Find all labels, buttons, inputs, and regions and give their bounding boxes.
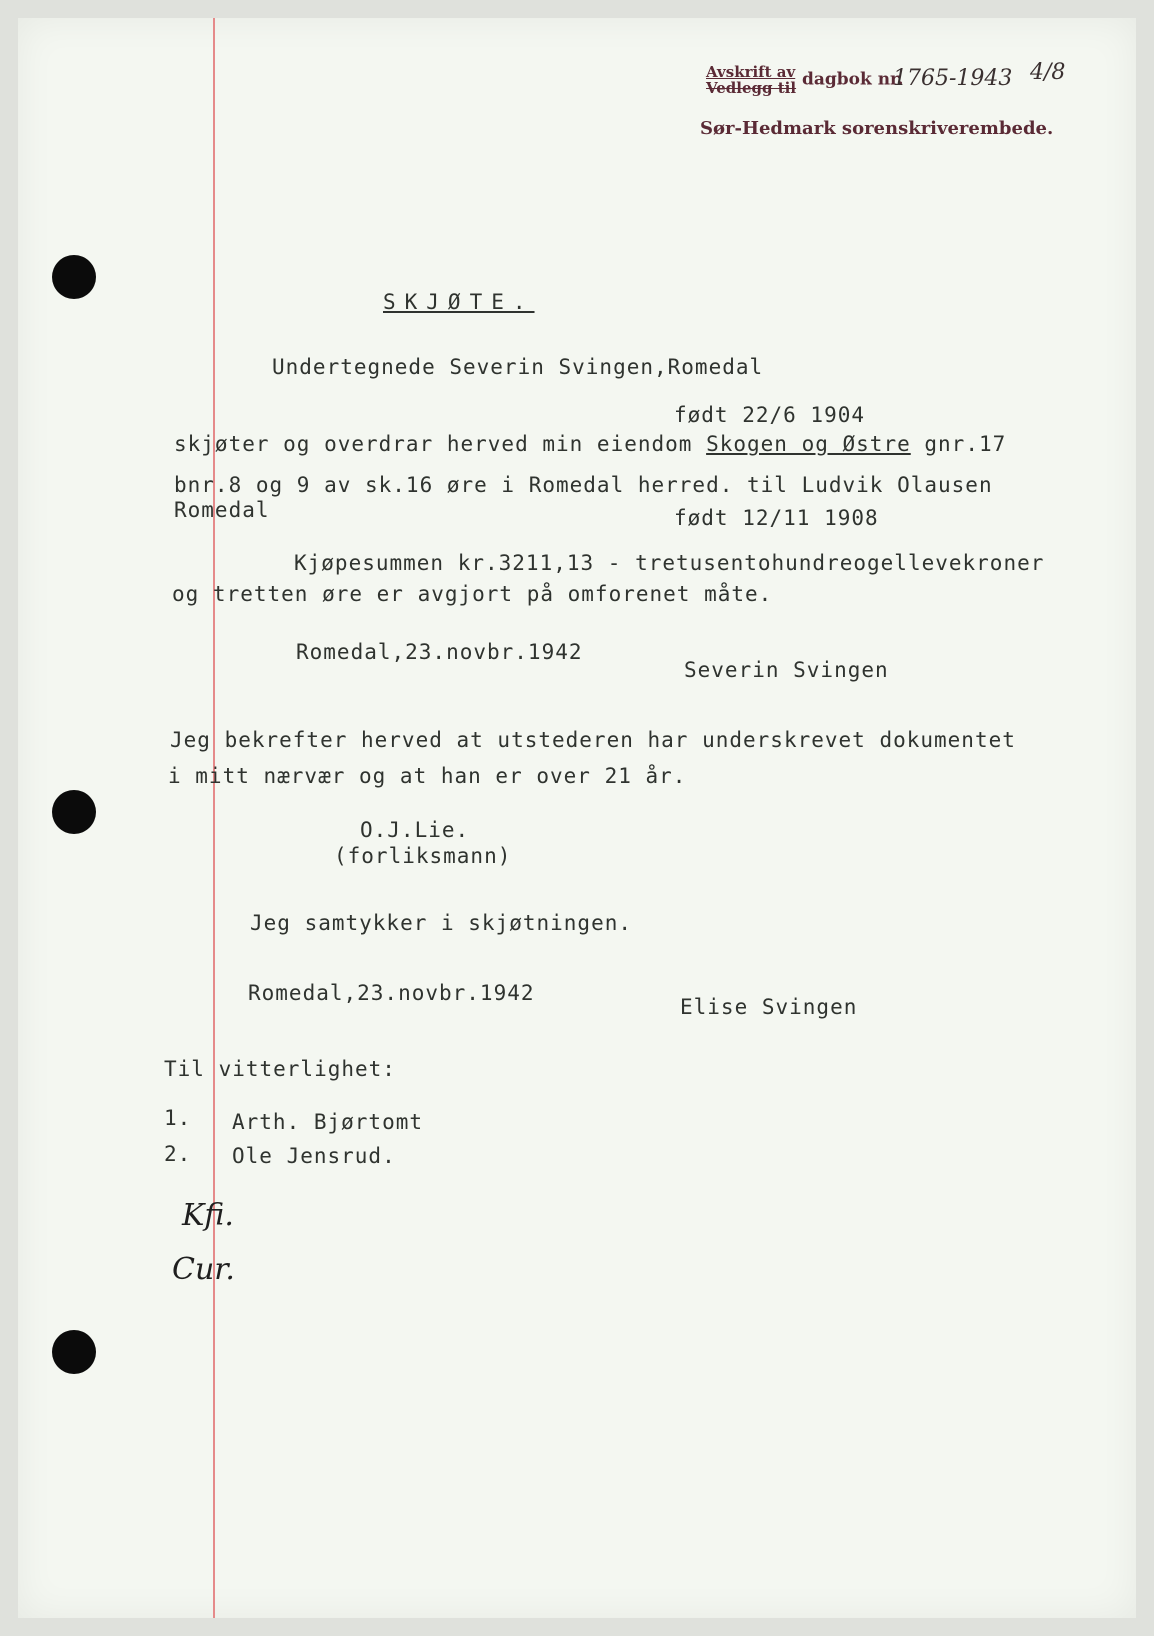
signer-2: Elise Svingen bbox=[680, 995, 858, 1019]
witness-1: Arth. Bjørtomt bbox=[232, 1110, 424, 1134]
witness-1-number: 1. bbox=[164, 1106, 192, 1130]
red-margin-line bbox=[213, 18, 215, 1618]
witness-2: Ole Jensrud. bbox=[232, 1144, 396, 1168]
body-line-3 bbox=[174, 432, 1006, 456]
body-line-3c: gnr.17 bbox=[910, 432, 1007, 456]
document-page bbox=[18, 18, 1136, 1618]
body-born-1: født 22/6 1904 bbox=[674, 403, 866, 427]
body-line-8: Jeg bekrefter herved at utstederen har underskrevet dokumentet bbox=[170, 728, 1016, 752]
body-line-9: i mitt nærvær og at han er over 21 år. bbox=[168, 764, 687, 788]
body-line-10: Jeg samtykker i skjøtningen. bbox=[250, 911, 633, 935]
witness-2-number: 2. bbox=[164, 1142, 192, 1166]
punch-hole-middle bbox=[52, 790, 96, 834]
stamp-dagbok: dagbok nr. bbox=[801, 69, 904, 90]
body-line-7: og tretten øre er avgjort på omforenet måte. bbox=[172, 582, 773, 606]
punch-hole-top bbox=[52, 255, 96, 299]
signer-1: Severin Svingen bbox=[684, 658, 889, 682]
stamp-line2: Sør-Hedmark sorenskriverembede. bbox=[700, 118, 1054, 139]
journal-number: 1765-1943 bbox=[893, 66, 1013, 91]
date-note: 4/8 bbox=[1030, 60, 1066, 85]
body-line-3a: skjøter og overdrar herved min eiendom bbox=[174, 432, 707, 456]
body-born-2: født 12/11 1908 bbox=[674, 506, 879, 530]
witness-name: O.J.Lie. bbox=[360, 818, 470, 842]
body-line-5: Romedal bbox=[174, 498, 270, 522]
place-date-1: Romedal,23.novbr.1942 bbox=[296, 640, 583, 664]
property-name: Skogen og Østre bbox=[706, 432, 911, 456]
handwritten-initials-1: Kfi. bbox=[182, 1198, 234, 1233]
stamp-line1 bbox=[706, 64, 903, 96]
body-line-4: bnr.8 og 9 av sk.16 øre i Romedal herred. til Ludvik Olausen bbox=[174, 473, 993, 497]
body-line-6: Kjøpesummen kr.3211,13 - tretusentohundreogellevekroner bbox=[294, 551, 1045, 575]
witnesses-heading: Til vitterlighet: bbox=[164, 1057, 396, 1081]
stamp-vedlegg: Vedlegg til bbox=[706, 79, 797, 97]
document-title: SKJØTE. bbox=[383, 290, 535, 314]
witness-role: (forliksmann) bbox=[334, 844, 512, 868]
stamp-avskrift: Avskrift av bbox=[706, 63, 796, 81]
handwritten-initials-2: Cur. bbox=[172, 1252, 235, 1287]
place-date-2: Romedal,23.novbr.1942 bbox=[248, 981, 535, 1005]
punch-hole-bottom bbox=[52, 1330, 96, 1374]
body-line-1: Undertegnede Severin Svingen,Romedal bbox=[272, 355, 764, 379]
